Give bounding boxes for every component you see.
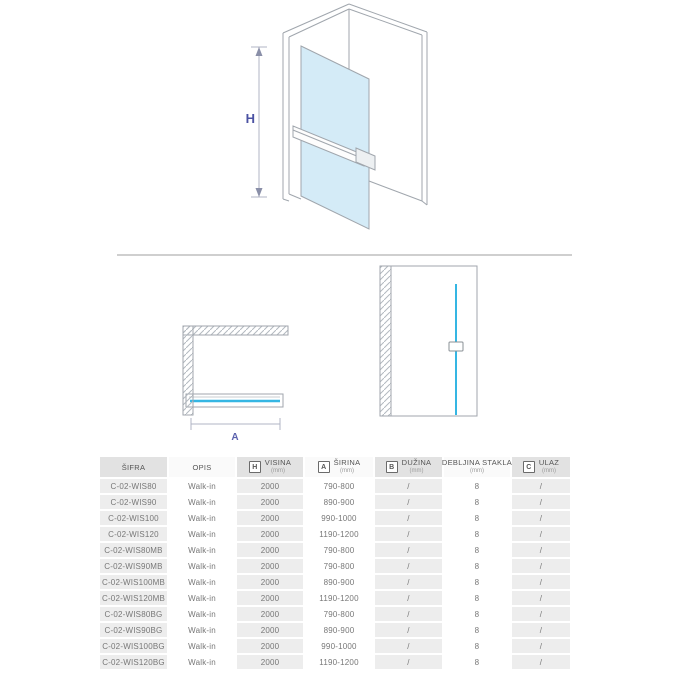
table-cell: / bbox=[375, 479, 442, 493]
table-cell: / bbox=[375, 527, 442, 541]
table-cell: C-02-WIS90BG bbox=[100, 623, 167, 637]
table-cell: / bbox=[375, 543, 442, 557]
glass-front bbox=[380, 266, 477, 416]
table-cell: 790-800 bbox=[305, 543, 373, 557]
letter-box-h: H bbox=[249, 461, 261, 473]
table-cell: 790-800 bbox=[305, 479, 373, 493]
table-cell: 2000 bbox=[237, 575, 303, 589]
table-cell: 1190-1200 bbox=[305, 591, 373, 605]
table-cell: 890-900 bbox=[305, 575, 373, 589]
table-row bbox=[100, 527, 570, 541]
table-cell: 2000 bbox=[237, 639, 303, 653]
header-ulaz bbox=[512, 457, 570, 477]
table-cell: / bbox=[375, 655, 442, 669]
table-cell: 890-900 bbox=[305, 495, 373, 509]
table-cell: Walk-in bbox=[169, 639, 235, 653]
header-visina bbox=[237, 457, 303, 477]
front-view bbox=[380, 266, 477, 416]
table-cell: 890-900 bbox=[305, 623, 373, 637]
table-row bbox=[100, 479, 570, 493]
header-unit: (mm) bbox=[470, 467, 484, 474]
table-cell: 990-1000 bbox=[305, 511, 373, 525]
table-cell: Walk-in bbox=[169, 623, 235, 637]
table-cell: 8 bbox=[444, 639, 510, 653]
glass-clamp bbox=[449, 342, 463, 351]
table-cell: / bbox=[512, 639, 570, 653]
table-cell: 8 bbox=[444, 527, 510, 541]
table-cell: / bbox=[375, 559, 442, 573]
table-cell: 2000 bbox=[237, 543, 303, 557]
table-cell: / bbox=[512, 495, 570, 509]
table-cell: / bbox=[375, 623, 442, 637]
table-cell: C-02-WIS100BG bbox=[100, 639, 167, 653]
table-cell: C-02-WIS120BG bbox=[100, 655, 167, 669]
letter-box-b: B bbox=[386, 461, 398, 473]
table-cell: C-02-WIS80BG bbox=[100, 607, 167, 621]
table-cell: 2000 bbox=[237, 559, 303, 573]
width-dimension-label: A bbox=[231, 432, 239, 443]
table-cell: 2000 bbox=[237, 495, 303, 509]
table-row bbox=[100, 559, 570, 573]
table-row bbox=[100, 543, 570, 557]
table-cell: 2000 bbox=[237, 607, 303, 621]
header-label: VISINA bbox=[264, 458, 292, 468]
header-unit: (mm) bbox=[271, 467, 285, 474]
table-cell: Walk-in bbox=[169, 543, 235, 557]
table-cell: C-02-WIS120 bbox=[100, 527, 167, 541]
header-label: DUŽINA bbox=[401, 458, 432, 468]
header-duzina bbox=[375, 457, 442, 477]
table-row bbox=[100, 511, 570, 525]
height-dimension bbox=[246, 47, 267, 197]
table-cell: C-02-WIS80MB bbox=[100, 543, 167, 557]
header-sifra bbox=[100, 457, 167, 477]
table-cell: 8 bbox=[444, 655, 510, 669]
isometric-view bbox=[246, 4, 427, 229]
header-debljina-stakla bbox=[441, 457, 513, 477]
table-cell: / bbox=[512, 511, 570, 525]
table-cell: / bbox=[512, 559, 570, 573]
table-cell: / bbox=[512, 527, 570, 541]
table-cell: / bbox=[375, 591, 442, 605]
table-cell: / bbox=[375, 511, 442, 525]
table-cell: C-02-WIS100 bbox=[100, 511, 167, 525]
table-cell: 8 bbox=[444, 543, 510, 557]
table-cell: Walk-in bbox=[169, 511, 235, 525]
table-cell: 2000 bbox=[237, 479, 303, 493]
top-view bbox=[183, 326, 288, 443]
table-cell: 8 bbox=[444, 607, 510, 621]
table-cell: / bbox=[375, 575, 442, 589]
wall-plan-top bbox=[183, 326, 288, 335]
spec-table-header bbox=[100, 457, 570, 477]
table-cell: / bbox=[512, 623, 570, 637]
table-cell: 2000 bbox=[237, 527, 303, 541]
table-row bbox=[100, 607, 570, 621]
header-opis bbox=[169, 457, 235, 477]
table-cell: 8 bbox=[444, 575, 510, 589]
height-dimension-label: H bbox=[245, 111, 255, 126]
table-row bbox=[100, 495, 570, 509]
table-cell: Walk-in bbox=[169, 559, 235, 573]
table-cell: 8 bbox=[444, 511, 510, 525]
table-cell: 2000 bbox=[237, 511, 303, 525]
table-cell: 2000 bbox=[237, 591, 303, 605]
header-label: ULAZ bbox=[538, 458, 560, 468]
table-cell: C-02-WIS120MB bbox=[100, 591, 167, 605]
table-cell: 790-800 bbox=[305, 607, 373, 621]
table-cell: Walk-in bbox=[169, 607, 235, 621]
header-row bbox=[100, 457, 570, 477]
header-label: ŠIRINA bbox=[333, 458, 361, 468]
table-cell: 8 bbox=[444, 559, 510, 573]
table-cell: 1190-1200 bbox=[305, 527, 373, 541]
table-cell: / bbox=[512, 607, 570, 621]
header-sirina bbox=[305, 457, 373, 477]
wall-front bbox=[380, 266, 391, 416]
table-cell: Walk-in bbox=[169, 591, 235, 605]
header-unit: (mm) bbox=[409, 467, 424, 474]
table-cell: / bbox=[375, 607, 442, 621]
table-cell: 8 bbox=[444, 623, 510, 637]
table-cell: Walk-in bbox=[169, 527, 235, 541]
table-cell: Walk-in bbox=[169, 495, 235, 509]
table-cell: / bbox=[512, 543, 570, 557]
table-cell: C-02-WIS100MB bbox=[100, 575, 167, 589]
table-cell: Walk-in bbox=[169, 655, 235, 669]
letter-box-a: A bbox=[318, 461, 330, 473]
table-cell: C-02-WIS90 bbox=[100, 495, 167, 509]
table-cell: / bbox=[375, 495, 442, 509]
wall-plan-left bbox=[183, 326, 193, 415]
width-dimension bbox=[191, 418, 280, 443]
table-cell: 790-800 bbox=[305, 559, 373, 573]
spec-table bbox=[98, 455, 572, 671]
table-cell: 8 bbox=[444, 591, 510, 605]
table-cell: 8 bbox=[444, 495, 510, 509]
spec-table-body bbox=[100, 479, 570, 669]
table-cell: 2000 bbox=[237, 623, 303, 637]
table-row bbox=[100, 591, 570, 605]
table-row bbox=[100, 623, 570, 637]
table-cell: / bbox=[512, 655, 570, 669]
table-row bbox=[100, 655, 570, 669]
header-label: ŠIFRA bbox=[121, 462, 146, 472]
table-cell: 8 bbox=[444, 479, 510, 493]
table-cell: / bbox=[512, 591, 570, 605]
table-cell: Walk-in bbox=[169, 575, 235, 589]
table-cell: 990-1000 bbox=[305, 639, 373, 653]
table-cell: / bbox=[512, 575, 570, 589]
table-row bbox=[100, 639, 570, 653]
header-label: DEBLJINA STAKLA bbox=[441, 458, 513, 468]
table-row bbox=[100, 575, 570, 589]
table-cell: / bbox=[512, 479, 570, 493]
table-cell: Walk-in bbox=[169, 479, 235, 493]
table-cell: 1190-1200 bbox=[305, 655, 373, 669]
table-cell: C-02-WIS80 bbox=[100, 479, 167, 493]
table-cell: C-02-WIS90MB bbox=[100, 559, 167, 573]
table-cell: / bbox=[375, 639, 442, 653]
header-label: OPIS bbox=[192, 462, 212, 472]
table-cell: 2000 bbox=[237, 655, 303, 669]
letter-box-c: C bbox=[523, 461, 535, 473]
header-unit: (mm) bbox=[542, 467, 556, 474]
header-unit: (mm) bbox=[340, 467, 354, 474]
